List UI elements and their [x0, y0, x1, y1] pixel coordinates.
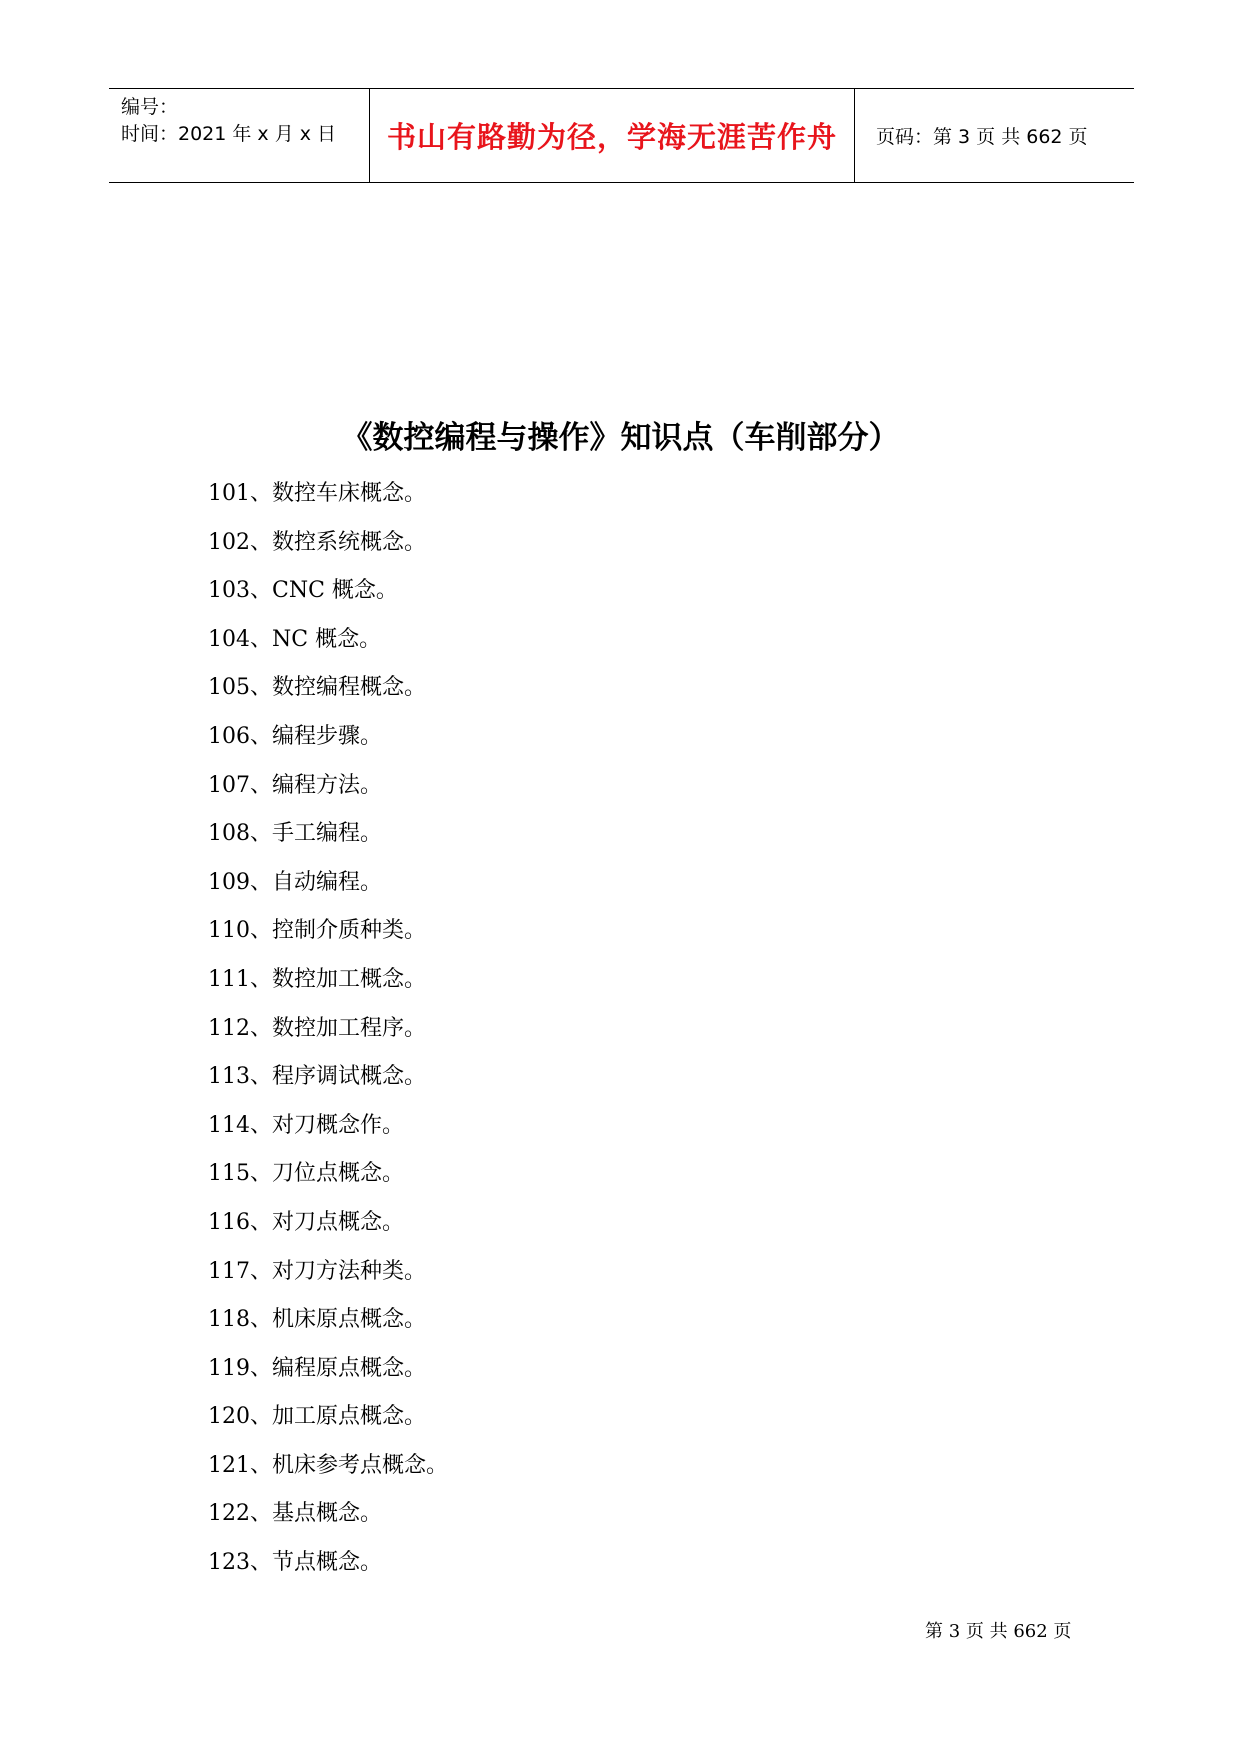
- list-item: 122、基点概念。: [208, 1501, 382, 1527]
- list-item: 108、手工编程。: [208, 821, 382, 847]
- list-item: 109、自动编程。: [208, 869, 382, 895]
- list-item: 111、数控加工概念。: [208, 966, 426, 992]
- list-item: 121、机床参考点概念。: [208, 1452, 448, 1478]
- list-item: 114、对刀概念作。: [208, 1112, 404, 1138]
- document-number-label: 编号：: [121, 96, 179, 118]
- list-item: 101、数控车床概念。: [208, 481, 426, 506]
- list-item: 123、节点概念。: [208, 1550, 382, 1576]
- header-page-cell: [855, 89, 1134, 182]
- header-meta-cell: [109, 89, 370, 182]
- list-item: 103、CNC 概念。: [208, 578, 398, 604]
- page-footer: 第 3 页 共 662 页: [925, 1621, 1072, 1642]
- page-header: [109, 88, 1134, 183]
- document-title: 《数控编程与操作》知识点（车削部分）: [341, 420, 900, 456]
- document-time-label: 时间：2021 年 x 月 x 日: [121, 123, 337, 145]
- list-item: 115、刀位点概念。: [208, 1161, 404, 1187]
- list-item: 105、数控编程概念。: [208, 675, 426, 701]
- list-item: 107、编程方法。: [208, 772, 382, 798]
- list-item: 104、NC 概念。: [208, 626, 382, 652]
- list-item: 106、编程步骤。: [208, 723, 382, 749]
- list-item: 110、控制介质种类。: [208, 918, 426, 944]
- knowledge-point-list: [208, 470, 448, 1588]
- list-item: 118、机床原点概念。: [208, 1307, 426, 1333]
- list-item: 117、对刀方法种类。: [208, 1258, 426, 1284]
- header-page-code: 页码：第 3 页 共 662 页: [876, 126, 1088, 148]
- list-item: 120、加工原点概念。: [208, 1404, 426, 1430]
- list-item: 112、数控加工程序。: [208, 1015, 426, 1041]
- list-item: 102、数控系统概念。: [208, 529, 426, 555]
- header-motto-cell: [370, 89, 855, 182]
- list-item: 113、程序调试概念。: [208, 1064, 426, 1090]
- header-motto: 书山有路勤为径，学海无涯苦作舟: [386, 120, 837, 154]
- list-item: 116、对刀点概念。: [208, 1209, 404, 1235]
- list-item: 119、编程原点概念。: [208, 1355, 426, 1381]
